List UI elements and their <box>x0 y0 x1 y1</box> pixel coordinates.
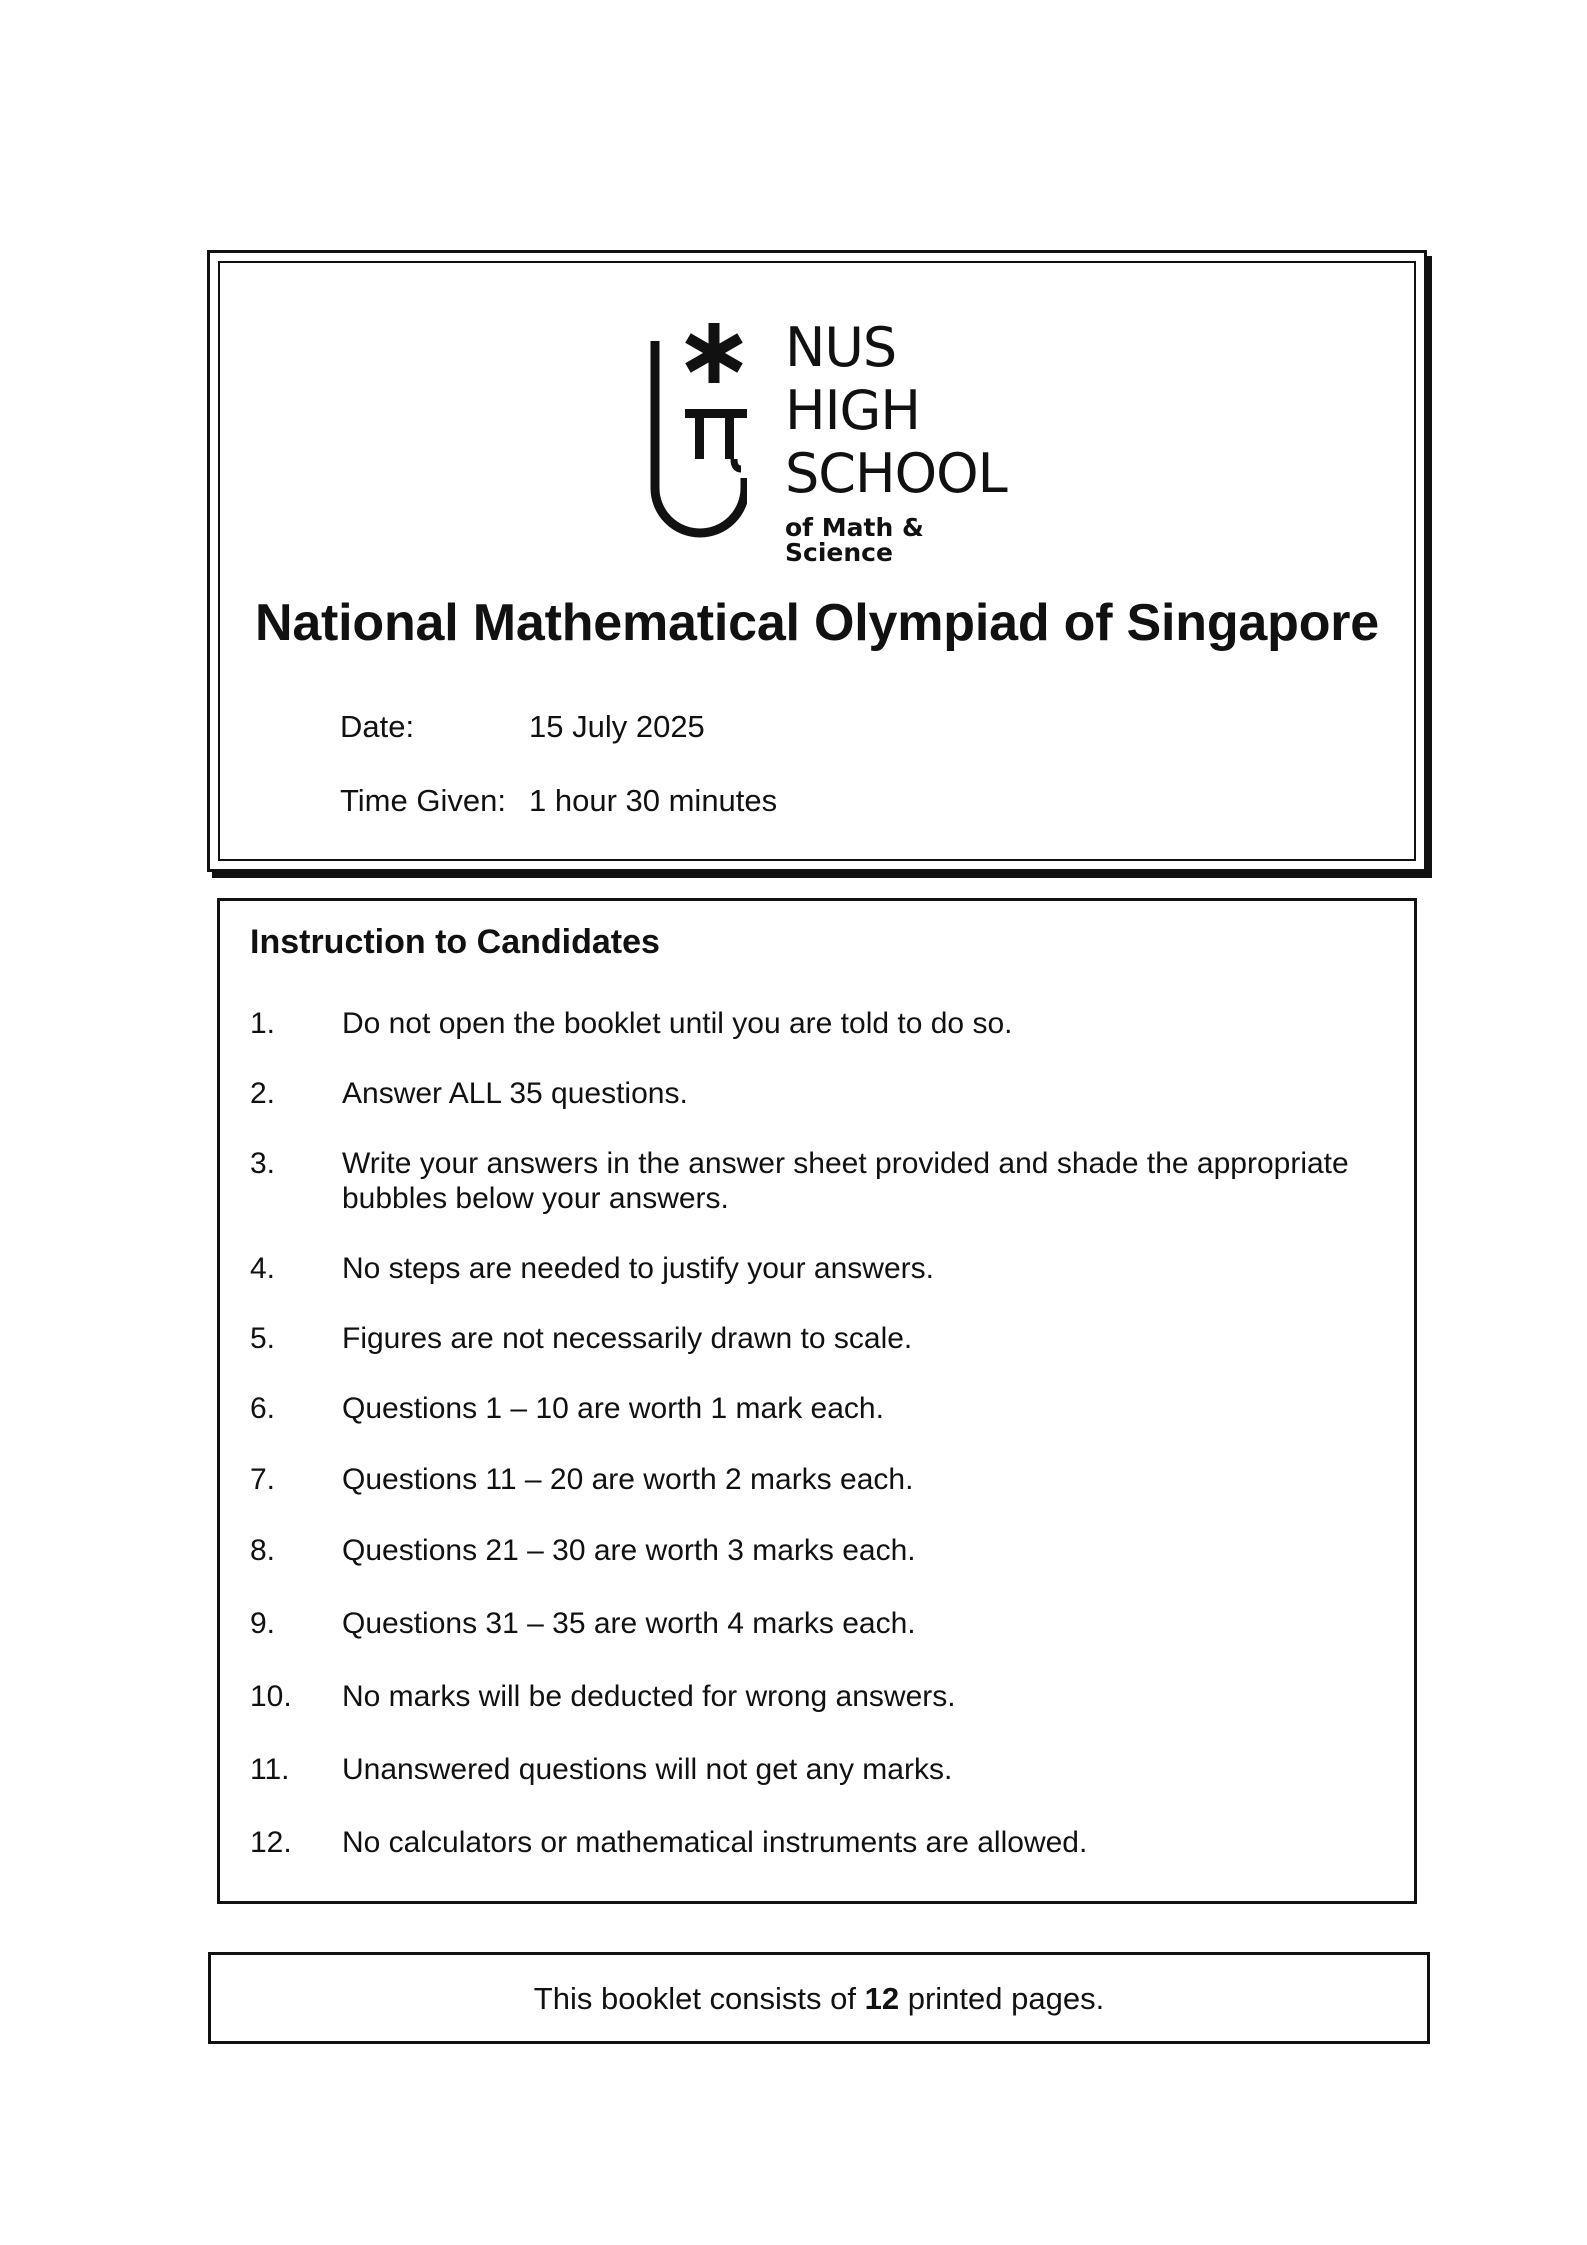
instruction-number: 5. <box>250 1322 276 1355</box>
page-count-note <box>211 1981 1427 2017</box>
instruction-number: 1. <box>250 1007 276 1040</box>
instruction-number: 2. <box>250 1077 276 1110</box>
logo-line-2: HIGH <box>785 379 920 442</box>
instruction-number: 7. <box>250 1463 276 1496</box>
time-value: 1 hour 30 minutes <box>529 783 778 818</box>
cover-header-box <box>207 250 1427 872</box>
time-row <box>340 783 777 819</box>
page-count-box <box>208 1952 1430 2044</box>
instruction-number: 11. <box>250 1753 290 1786</box>
logo-wordmark <box>785 316 1027 567</box>
instruction-text: Questions 21 – 30 are worth 3 marks each. <box>342 1534 916 1567</box>
instructions-heading: Instruction to Candidates <box>250 923 660 961</box>
instruction-number: 8. <box>250 1534 276 1567</box>
time-label: Time Given: <box>340 783 506 818</box>
date-row <box>340 709 705 745</box>
instruction-text: Questions 31 – 35 are worth 4 marks each. <box>342 1607 916 1640</box>
instruction-text: Answer ALL 35 questions. <box>342 1077 688 1110</box>
instruction-text: Figures are not necessarily drawn to scale. <box>342 1322 913 1355</box>
page-count-prefix: This booklet consists of <box>533 1981 865 2016</box>
instruction-text: No marks will be deducted for wrong answers. <box>342 1680 956 1713</box>
logo-line-1: NUS <box>785 316 897 379</box>
logo-line-3: SCHOOL <box>785 442 1007 505</box>
instruction-text: Do not open the booklet until you are told to do so. <box>342 1007 1013 1040</box>
instruction-text: Write your answers in the answer sheet provided and shade the appropriate bubbles below your answers. <box>342 1147 1349 1215</box>
instruction-number: 10. <box>250 1680 292 1713</box>
instruction-text: No calculators or mathematical instruments are allowed. <box>342 1826 1088 1859</box>
instruction-text: No steps are needed to justify your answers. <box>342 1252 934 1285</box>
instruction-number: 4. <box>250 1252 276 1285</box>
instruction-number: 6. <box>250 1392 276 1425</box>
instruction-number: 3. <box>250 1147 276 1180</box>
date-label: Date: <box>340 709 415 744</box>
logo-subtitle: of Math & Science <box>785 513 924 567</box>
instruction-number: 9. <box>250 1607 276 1640</box>
date-value: 15 July 2025 <box>529 709 705 744</box>
instruction-text: Unanswered questions will not get any marks. <box>342 1753 953 1786</box>
school-crest-icon <box>647 313 747 543</box>
instruction-number: 12. <box>250 1826 292 1859</box>
school-logo <box>647 313 1027 567</box>
page-count-number: 12 <box>864 1981 900 2016</box>
instruction-text: Questions 1 – 10 are worth 1 mark each. <box>342 1392 884 1425</box>
page-count-suffix: printed pages. <box>899 1981 1105 2016</box>
page-title: National Mathematical Olympiad of Singapore <box>254 594 1380 652</box>
instructions-box <box>217 898 1417 1904</box>
instruction-text: Questions 11 – 20 are worth 2 marks each. <box>342 1463 914 1496</box>
